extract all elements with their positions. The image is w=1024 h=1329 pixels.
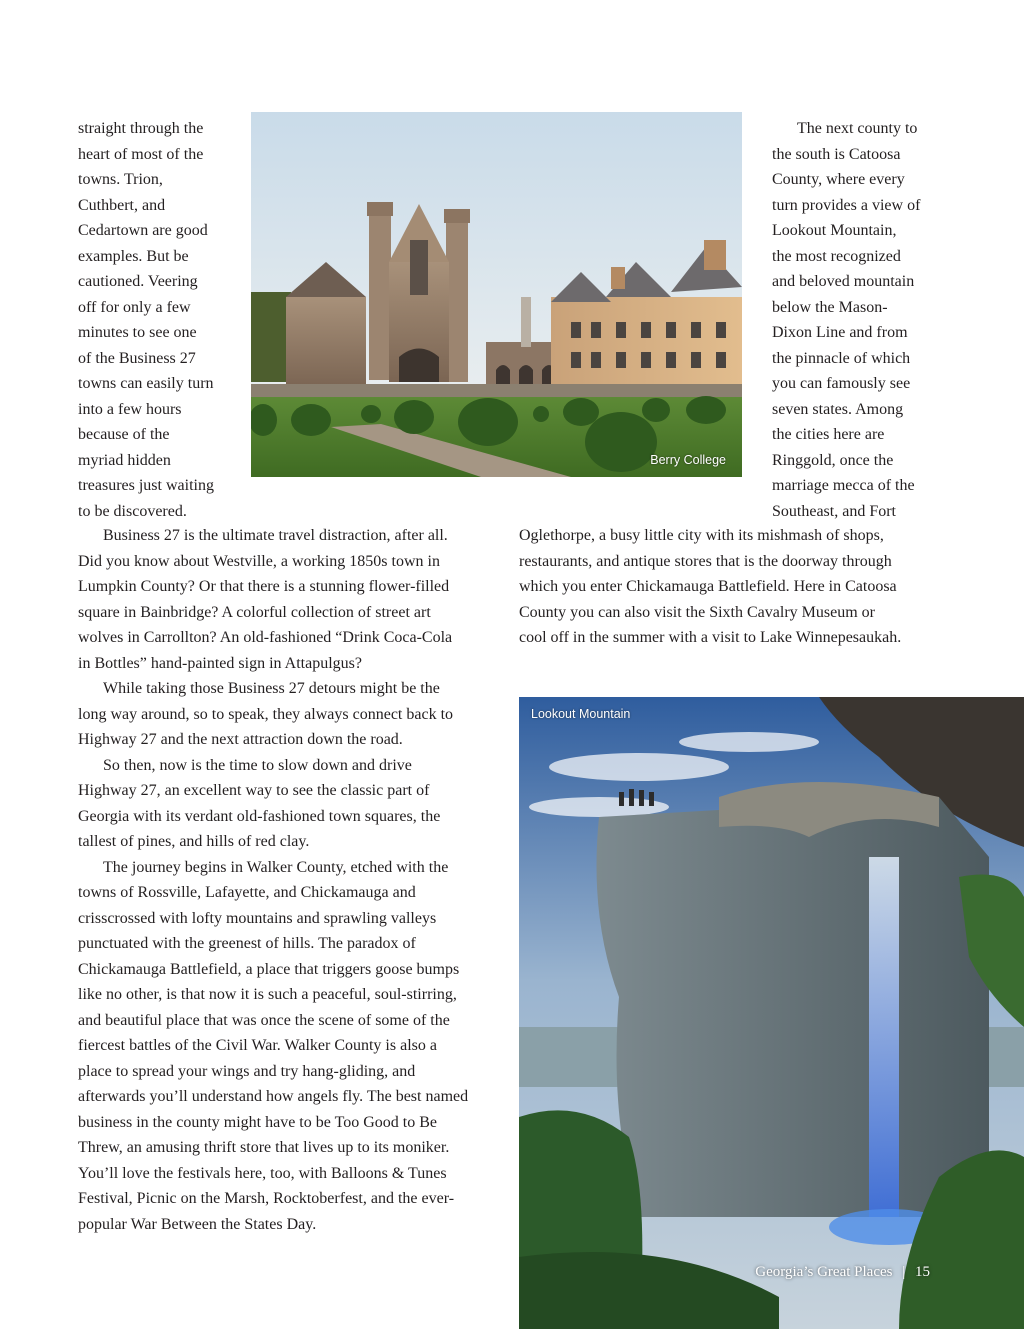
text-line: because of the	[78, 426, 170, 443]
text-line: into a few hours	[78, 400, 182, 418]
text-line: the south is Catoosa	[772, 145, 901, 163]
page-number: 15	[915, 1264, 930, 1280]
text-line: punctuated with the greenest of hills. The paradox of	[78, 935, 416, 952]
text-line: heart of most of the	[78, 145, 204, 163]
text-line: which you enter Chickamauga Battlefield. Here in Catoosa	[519, 578, 897, 595]
text-line: of the Business 27	[78, 349, 196, 367]
text-line: Business 27 is the ultimate travel distraction, after all.	[103, 527, 448, 544]
text-line: tallest of pines, and hills of red clay.	[78, 833, 310, 850]
text-line: the cities here are	[772, 426, 885, 443]
text-line: Southeast, and Fort	[772, 502, 896, 520]
text-line: long way around, so to speak, they always connect back to	[78, 705, 454, 723]
text-line: So then, now is the time to slow down and drive	[103, 756, 412, 774]
text-line: turn provides a view of	[772, 196, 921, 214]
text-line: fiercest battles of the Civil War. Walker County is also a	[78, 1037, 437, 1054]
left-narrow-column	[78, 116, 238, 524]
text-line: and beautiful place that was once the scene of some of the	[78, 1011, 450, 1029]
right-narrow-column	[772, 116, 934, 524]
text-line: Did you know about Westville, a working 1850s town in	[78, 552, 440, 570]
text-line: Lookout Mountain,	[772, 222, 897, 239]
text-line: Threw, an amusing thrift store that lives up to its moniker.	[78, 1139, 450, 1156]
text-line: off for only a few	[78, 298, 191, 316]
text-line: Highway 27, an excellent way to see the classic part of	[78, 782, 430, 799]
text-line: Cedartown are good	[78, 222, 208, 239]
text-line: the pinnacle of which	[772, 349, 911, 367]
publication-name: Georgia’s Great Places	[755, 1264, 893, 1280]
text-line: The journey begins in Walker County, etched with the	[103, 858, 449, 876]
left-main-column	[78, 523, 488, 1237]
text-line: County, where every	[772, 171, 905, 188]
text-line: towns of Rossville, Lafayette, and Chickamauga and	[78, 884, 416, 901]
text-line: the most recognized	[772, 247, 901, 265]
text-line: to be discovered.	[78, 502, 187, 520]
text-line: Dixon Line and from	[772, 324, 908, 341]
berry-college-illustration	[251, 112, 742, 477]
text-line: County you can also visit the Sixth Cavalry Museum or	[519, 603, 875, 621]
text-line: square in Bainbridge? A colorful collection of street art	[78, 603, 431, 621]
text-line: towns can easily turn	[78, 375, 214, 392]
text-line: Ringgold, once the	[772, 451, 894, 469]
text-line: Highway 27 and the next attraction down the road.	[78, 731, 403, 748]
lookout-mountain-photo	[519, 697, 1024, 1329]
footer-separator: |	[902, 1264, 906, 1280]
text-line: While taking those Business 27 detours might be the	[103, 680, 440, 697]
text-line: Festival, Picnic on the Marsh, Rocktoberfest, and the ever-	[78, 1190, 455, 1207]
text-line: minutes to see one	[78, 324, 197, 341]
text-line: Cuthbert, and	[78, 196, 166, 214]
berry-college-caption: Berry College	[650, 453, 726, 467]
text-line: treasures just waiting	[78, 477, 214, 494]
text-line: seven states. Among	[772, 400, 904, 418]
text-line: wolves in Carrollton? An old-fashioned “Drink Coca-Cola	[78, 629, 453, 646]
text-line: business in the county might have to be Too Good to Be	[78, 1113, 437, 1131]
text-line: place to spread your wings and try hang-gliding, and	[78, 1062, 416, 1080]
lookout-mountain-illustration	[519, 697, 1024, 1329]
text-line: straight through the	[78, 120, 204, 137]
lookout-mountain-caption: Lookout Mountain	[531, 707, 631, 721]
text-line: like no other, is that now it is such a peaceful, soul-stirring,	[78, 986, 457, 1003]
text-line: popular War Between the States Day.	[78, 1215, 317, 1233]
text-line: marriage mecca of the	[772, 477, 915, 494]
text-line: in Bottles” hand-painted sign in Attapulgus?	[78, 654, 362, 672]
text-line: crisscrossed with lofty mountains and sprawling valleys	[78, 909, 437, 927]
text-line: Oglethorpe, a busy little city with its mishmash of shops,	[519, 527, 884, 544]
text-line: cool off in the summer with a visit to Lake Winnepesaukah.	[519, 629, 902, 646]
text-line: cautioned. Veering	[78, 273, 198, 290]
text-line: and beloved mountain	[772, 273, 915, 290]
text-line: towns. Trion,	[78, 171, 163, 188]
text-line: Georgia with its verdant old-fashioned town squares, the	[78, 807, 441, 825]
berry-college-photo	[251, 112, 742, 477]
text-line: below the Mason-	[772, 298, 888, 316]
page-footer	[755, 1264, 930, 1281]
text-line: restaurants, and antique stores that is the doorway through	[519, 552, 892, 570]
text-line: You’ll love the festivals here, too, with Balloons & Tunes	[78, 1164, 447, 1182]
text-line: you can famously see	[772, 375, 911, 392]
text-line: Chickamauga Battlefield, a place that triggers goose bumps	[78, 960, 460, 978]
text-line: myriad hidden	[78, 451, 171, 469]
text-line: Lumpkin County? Or that there is a stunning flower-filled	[78, 578, 450, 595]
right-main-column	[519, 523, 939, 651]
text-line: examples. But be	[78, 247, 189, 265]
text-line: The next county to	[797, 120, 918, 137]
text-line: afterwards you’ll understand how angels fly. The best named	[78, 1088, 469, 1105]
